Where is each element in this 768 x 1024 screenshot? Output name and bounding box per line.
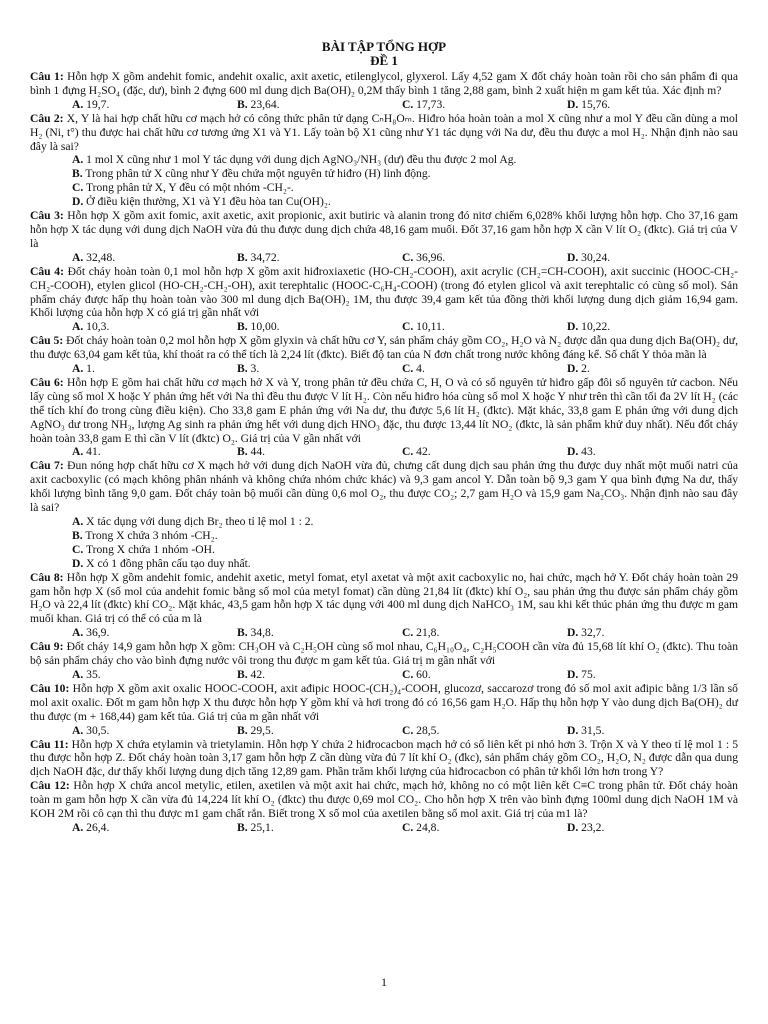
questions-list: [30, 70, 738, 835]
question-3: [30, 209, 738, 251]
answer-option: C. Trong phân tử X, Y đều có một nhóm -CH₂-.: [72, 181, 294, 195]
answer-option: C. 60.: [402, 667, 431, 681]
answer-option: D. 43.: [567, 445, 596, 459]
answer-options: [30, 251, 738, 265]
answer-options: [30, 668, 738, 682]
answer-option: B. 23,64.: [237, 97, 280, 111]
question-12: [30, 779, 738, 821]
answer-option: B. 29,5.: [237, 723, 274, 737]
question-text: Hỗn hợp X gồm axit fomic, axit axetic, axit propionic, axit butiric và alanin trong đó nitơ chiếm 6,028% khối lượng hỗn hợp. Cho 37,16 gam hỗn hợp X tác dụng với dung dịch NaOH vừa đủ thu được dung dịch chứa 48,16 gam muối. Đốt 37,16 gam hỗn hợp X cần V lít O₂ (đktc). Giá trị của V là: [30, 209, 738, 250]
answer-option: A. 35.: [72, 667, 101, 681]
answer-option: C. 21,8.: [402, 626, 440, 640]
answer-option: B. 42.: [237, 667, 266, 681]
answer-option: A. 1.: [72, 362, 95, 376]
answer-option: B. 10,00.: [237, 320, 280, 334]
answer-option: D. X có 1 đồng phân cấu tạo duy nhất.: [72, 556, 251, 570]
answer-option: B. Trong X chứa 3 nhóm -CH₂.: [72, 528, 218, 542]
question-text: Hỗn hợp X gồm axit oxalic HOOC-COOH, axit ađipic HOOC-(CH₂)₄-COOH, glucozơ, saccarozơ trong đó số mol axit ađipic bằng 1/3 lần số mol axit oxalic. Đốt m gam hỗn hợp X thu được hỗn hợp Y gồm khí và hơi trong đó có 16,56 gam H₂O. Hấp thụ hỗn hợp Y vào dung dịch Ba(OH)₂ dư thu được (m + 168,44) gam kết tủa. Giá trị của m gần nhất với: [30, 681, 738, 723]
answer-options: [30, 626, 738, 640]
question-text: Hỗn hợp X chứa etylamin và trietylamin. Hỗn hợp Y chứa 2 hiđrocacbon mạch hở có số liên kết pi nhỏ hơn 3. Trộn X và Y theo tỉ lệ mol 1 : 5 thu được hỗn hợp Z. Đốt cháy hoàn toàn 3,17 gam hỗn hợp Z cần dùng vừa đủ 7 lít khí O₂ (đkc), sản phẩm cháy gồm CO₂, H₂O, N₂ được dẫn qua dung dịch NaOH đặc, dư thấy khối lượng dung dịch tăng 12,89 gam. Phần trăm khối lượng của hiđrocacbon có phân tử khối lớn hơn trong Y?: [30, 737, 738, 779]
question-label: Câu 4:: [30, 264, 64, 278]
question-label: Câu 3:: [30, 209, 64, 223]
answer-option: D. 31,5.: [567, 723, 605, 737]
answer-option: C. 42.: [402, 445, 431, 459]
answer-option: A. 26,4.: [72, 820, 110, 834]
question-label: Câu 1:: [30, 70, 64, 83]
answer-option: D. 2.: [567, 362, 590, 376]
answer-option: D. 75.: [567, 667, 596, 681]
page-title: BÀI TẬP TỔNG HỢP: [321, 39, 447, 54]
answer-option: A. 30,5.: [72, 723, 110, 737]
question-2: [30, 112, 738, 154]
question-label: Câu 5:: [30, 334, 64, 348]
answer-option: C. 4.: [402, 362, 425, 376]
answer-option: A. 10,3.: [72, 320, 110, 334]
answer-option: D. 15,76.: [567, 97, 611, 111]
answer-option: C. Trong X chứa 1 nhóm -OH.: [72, 542, 215, 556]
question-1: [30, 70, 738, 98]
question-label: Câu 6:: [30, 375, 64, 389]
question-label: Câu 11:: [30, 737, 69, 751]
question-text: Đốt cháy hoàn toàn 0,1 mol hỗn hợp X gồm axit hiđroxiaxetic (HO-CH₂-COOH), axit acrylic (CH₂=CH-COOH), axit succinic (HOOC-CH₂-CH₂-COOH), etylen glicol (HO-CH₂-CH₂-OH), axit terephtalic (HOOC-C₆H₄-COOH) (trong đó etylen glicol và axit terephtalic có cùng số mol). Sản phẩm cháy được hấp thụ hoàn toàn vào 300 ml dung dịch Ba(OH)₂ 1M, thu được 39,4 gam kết tủa đồng thời khối lượng dung dịch giảm 16,94 gam. Khối lượng của hỗn hợp X có giá trị gần nhất với: [30, 264, 738, 320]
answer-option: B. 34,8.: [237, 626, 274, 640]
answer-option: A. 1 mol X cũng như 1 mol Y tác dụng với dung dịch AgNO₃/NH₃ (dư) đều thu được 2 mol Ag.: [72, 153, 517, 167]
answer-option: D. 32,7.: [567, 626, 605, 640]
answer-options: [30, 821, 738, 835]
question-text: Đốt cháy 14,9 gam hỗn hợp X gồm: CH₃OH và C₂H₅OH cùng số mol nhau, C₆H₁₀O₄, C₂H₅COOH cần vừa đủ 15,68 lít khí O₂ (đktc). Thu toàn bộ sản phẩm cháy cho vào bình đựng nước vôi trong thu được m gam kết tủa. Giá trị m gần nhất với: [30, 640, 738, 668]
question-text: X, Y là hai hợp chất hữu cơ mạch hở có công thức phân tử dạng CₙH₈Oₘ. Hiđro hóa hoàn toàn a mol X cũng như a mol Y đều cần dùng a mol H₂ (Ni, t°) thu được hai chất hữu cơ tương ứng X1 và Y1. Lấy toàn bộ X1 cũng như Y1 tác dụng với Na dư, đều thu được a mol H₂. Nhận định nào sau đây là sai?: [30, 111, 738, 153]
question-label: Câu 12:: [30, 779, 70, 793]
answer-option: D. Ở điều kiện thường, X1 và Y1 đều hòa tan Cu(OH)₂.: [72, 195, 331, 209]
answer-options: [30, 445, 738, 459]
question-text: Hỗn hợp X gồm andehit fomic, andehit oxalic, axit axetic, etilenglycol, glyxerol. Lấy 4,52 gam X đốt cháy hoàn toàn rồi cho sản phẩm đi qua bình 1 đựng H₂SO₄ (đặc, dư), bình 2 đựng 600 ml dung dịch Ba(OH)₂ 0,2M thấy bình 1 tăng 2,88 gam, bình 2 xuất hiện m gam kết tủa. Xác định m?: [30, 70, 738, 97]
question-label: Câu 2:: [30, 111, 64, 125]
answer-option: C. 28,5.: [402, 723, 440, 737]
answer-option: B. 25,1.: [237, 820, 274, 834]
question-10: [30, 682, 738, 724]
answer-option: B. Trong phân tử X cũng như Y đều chứa một nguyên tử hiđro (H) linh động.: [72, 167, 431, 181]
answer-option: A. 36,9.: [72, 626, 110, 640]
answer-option: A. 41.: [72, 445, 101, 459]
answer-option: A. 19,7.: [72, 97, 110, 111]
page-number: 1: [381, 975, 387, 989]
question-text: Đốt cháy hoàn toàn 0,2 mol hỗn hợp X gồm glyxin và chất hữu cơ Y, sản phẩm cháy gồm CO₂, H₂O và N₂ được dẫn qua dung dịch Ba(OH)₂ dư, thu được 63,04 gam kết tủa, khí thoát ra có thể tích là 2,24 lít (đktc). Biết độ tan của N đơn chất trong nước không đáng kể. Số chất Y thỏa mãn là: [30, 334, 738, 362]
answer-option: D. 10,22.: [567, 320, 611, 334]
question-text: Đun nóng hợp chất hữu cơ X mạch hở với dung dịch NaOH vừa đủ, chưng cất dung dịch sau phản ứng thu được duy nhất một muối natri của axit cacboxylic (có mạch không phân nhánh và không chứa nhóm chức khác) và 9,3 gam ancol Y. Dẫn toàn bộ 9,3 gam Y qua bình đựng Na dư, thấy khối lượng bình tăng 9,0 gam. Đốt cháy toàn bộ muối cần dùng 0,6 mol O₂, thu được CO₂; 2,7 gam H₂O và 15,9 gam Na₂CO₃. Nhận định nào sau đây là sai?: [30, 459, 738, 515]
question-label: Câu 10:: [30, 681, 70, 695]
answer-option: B. 34,72.: [237, 250, 280, 264]
question-text: Hỗn hợp X chứa ancol metylic, etilen, axetilen và một axit hai chức, mạch hở, không no có một liên kết C≡C trong phân tử. Đốt cháy hoàn toàn m gam hỗn hợp X cần vừa đủ 14,224 lít khí O₂ (đktc) thu được 0,69 mol CO₂. Cho hỗn hợp X trên vào bình đựng 100ml dung dịch NaOH 1M và KOH 2M rồi cô cạn thì thu được m1 gam chất rắn. Biết trong X số mol của axetilen bằng số mol axit. Giá trị của m1 là?: [30, 779, 738, 821]
answer-option: A. X tác dụng với dung dịch Br₂ theo tỉ lệ mol 1 : 2.: [72, 515, 314, 528]
page-subtitle: ĐỀ 1: [370, 53, 398, 68]
question-11: [30, 738, 738, 780]
answer-options: [30, 320, 738, 334]
question-5: [30, 334, 738, 362]
question-8: [30, 571, 738, 627]
answer-option: C. 10,11.: [402, 320, 445, 334]
answer-options: [30, 724, 738, 738]
question-text: Hỗn hợp E gồm hai chất hữu cơ mạch hở X và Y, trong phân tử đều chứa C, H, O và có số nguyên tử hiđro gấp đôi số nguyên tử cacbon. Nếu lấy cùng số mol X hoặc Y phản ứng hết với Na thì đều thu được V lít H₂. Còn nếu hiđro hóa cùng số mol X hoặc Y như trên thì cần tối đa 2V lít H₂ (các thể tích khí đo trong cùng điều kiện). Cho 33,8 gam E phản ứng với Na dư, thu được 5,6 lít H₂ (đktc). Mặt khác, 33,8 gam E phản ứng với dung dịch AgNO₃ dư trong NH₃, lượng Ag sinh ra phản ứng hết với dung dịch HNO₃ đặc, thu được 13,44 lít NO₂ (đktc, là sản phẩm khử duy nhất). Nếu đốt cháy hoàn toàn 33,8 gam E thì cần V lít (đktc) O₂. Giá trị của V gần nhất với: [30, 375, 738, 445]
question-label: Câu 7:: [30, 459, 64, 473]
answer-option: C. 17,73.: [402, 97, 446, 111]
answer-option: A. 32,48.: [72, 250, 116, 264]
answer-option: C. 36,96.: [402, 250, 446, 264]
answer-options: [30, 362, 738, 376]
answer-option: D. 23,2.: [567, 820, 605, 834]
question-label: Câu 8:: [30, 570, 64, 584]
answer-options: [30, 98, 738, 112]
question-label: Câu 9:: [30, 640, 64, 654]
answer-option: B. 3.: [237, 362, 260, 376]
question-text: Hỗn hợp X gồm andehit fomic, andehit axetic, metyl fomat, etyl axetat và một axit cacboxylic no, hai chức, mạch hở Y. Đốt cháy hoàn toàn 29 gam hỗn hợp X (số mol của andehit fomic bằng số mol của metyl fomat) cần dùng 21,84 lít (đktc) khí O₂, sau phản ứng thu được sản phẩm cháy gồm H₂O và 22,4 lít (đktc) khí CO₂. Mặt khác, 43,5 gam hỗn hợp X tác dụng với 400 ml dung dịch NaHCO₃ 1M, sau khi kết thúc phản ứng thu được m gam muối khan. Giá trị có thể có của m là: [30, 570, 738, 626]
answer-option: C. 24,8.: [402, 820, 440, 834]
answer-option: B. 44.: [237, 445, 266, 459]
question-9: [30, 640, 738, 668]
question-6: [30, 376, 738, 446]
answer-option: D. 30,24.: [567, 250, 611, 264]
question-4: [30, 265, 738, 321]
question-7: [30, 459, 738, 515]
